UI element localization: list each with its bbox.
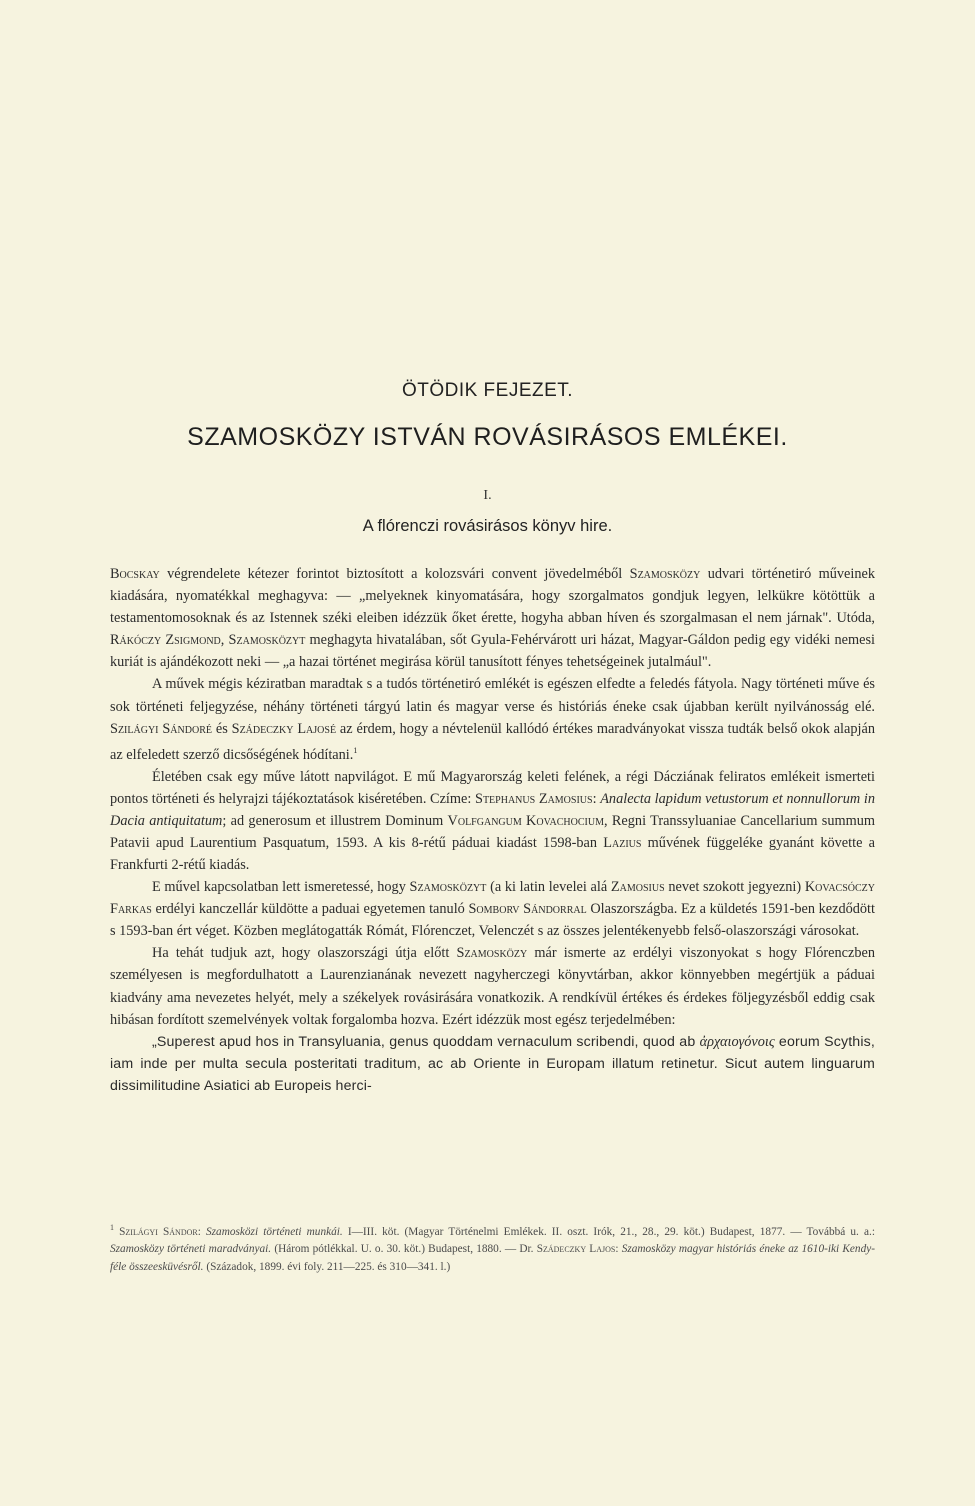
proper-name: Volfgangum Kovachocium [447,812,604,829]
paragraph [110,876,875,942]
quotation-text: „Superest apud hos in Transyluania, genus quoddam vernaculum scribendi, quod ab [152,1033,700,1050]
text-run: művének függeléke gyanánt követte a Frankfurti 2-rétű kiadás. [110,834,875,873]
proper-name: Szilágyi Sándoré [110,720,212,737]
text-run: (Három pótlékkal. U. o. 30. köt.) Budapest, 1880. — Dr. [271,1243,537,1256]
footnotes [110,1219,875,1277]
paragraph [110,563,875,673]
text-run: : [197,1225,206,1238]
text-run: (Századok, 1899. évi foly. 211—225. és 310—341. l.) [203,1260,451,1273]
text-run: Olaszországba. Ez a küldetés 1591-ben kezdődött s 1593-ban ért véget. Közben meglátogatták Rómát, Flórenczet, Velenczét s az összes jelentékenyebb felső-olaszországi városokat. [110,901,876,940]
text-run: az érdem, hogy a névtelenül kallódó értékes maradványokat vissza tudták belső okok alapján az elfeledett szerző dicsőségének hódítani. [110,720,875,763]
proper-name: Zamosius [610,879,665,896]
quotation-text: eorum Scythis, iam inde per multa secula posteritati traditum, ac ab Oriente in Europam illatum retinetur. Sicut autem linguarum dissimilitudine Asiatici ab Europeis herci- [110,1033,875,1094]
italic-title: Szamosközy magyar históriás éneke az 1610-iki Kendy-féle összeesküvésről. [110,1243,875,1273]
proper-name: Stephanus Zamosius [475,790,593,807]
text-run: ; ad generosum et illustrem Dominum [222,812,448,829]
text-run: udvari történetiró műveinek kiadására, nyomatékkal meghagyva: — „melyeknek kinyomatására, hogy szorgalmatos gondjuk legyen, lelkükre kötöttük a testamentomosoknak és az Istennek széki eleiben idézzük őket érette, hogyha abban híven és szorgalmasan el nem járnak". Utóda, [110,566,875,627]
text-run: (a ki latin levelei alá [486,879,611,896]
paragraph [110,766,875,876]
proper-name: Szamosközyt [409,879,487,896]
proper-name: Szilágyi Sándor [119,1225,198,1238]
text-run: meghagyta hivatalában, sőt Gyula-Fehérvárott uri házat, Magyar-Gáldon pedig egy vidéki nemesi kuriát is ajándékozott neki — „a hazai történet megirása körül tanusított fényes tehetségeinek jutalmául". [110,632,875,671]
section-title: A flórenczi rovásirásos könyv hire. [362,517,613,535]
footnote-marker: 1 [353,745,358,755]
text-run: nevet szokott jegyezni) [664,879,805,896]
text-run: : [615,1243,622,1256]
section-number: I. [483,488,492,503]
italic-title: Szamosközy történeti maradványai. [110,1243,272,1256]
text-run: : [592,790,601,807]
proper-name: Szádeczky Lajos [536,1243,616,1256]
text-run: Ha tehát tudjuk azt, hogy olaszországi útja előtt [152,945,457,962]
proper-name: Kovacsóczy Farkas [110,879,875,918]
paragraph [110,942,875,1030]
text-run: , Regni Transsyluaniae Cancellarium summum Patavii apud Laurentium Pasquatum, 1593. A kis 8-rétű páduai kiadást 1598-ban [110,812,875,851]
proper-name: Bocskay [110,566,160,582]
text-run: , [220,632,229,649]
italic-title: Szamosközi történeti munkái. [206,1225,343,1238]
text-run: I—III. köt. (Magyar Történelmi Emlékek. II. oszt. Irók, 21., 28., 29. köt.) Budapest, 1877. — Továbbá u. a.: [342,1225,875,1238]
text-run: E művel kapcsolatban lett ismeretessé, hogy [152,879,410,896]
text-run: A művek mégis kéziratban maradtak s a tudós történetiró emlékét is egészen elfedte a feledés fátyola. Nagy történeti műve és sok történeti feljegyzése, néhány történeti tárgyú latin és magyar verse és históriás éneke csak újabban került nyilvánosság elé. [110,676,875,715]
text-run: Életében csak egy műve látott napvilágot. E mű Magyarország keleti felének, a régi Dácziának feliratos emlékeit ismerteti pontos történeti és helyrajzi tájékoztatások kiséretében. Czíme: [110,768,875,807]
proper-name: Somborv Sándorral [468,901,587,918]
proper-name: Lazius [603,834,642,851]
proper-name: Szamosközy [456,945,528,962]
text-run: már ismerte az erdélyi viszonyokat s hogy Flórenczben személyesen is megfordulhatott a Laurenzianának nevezett nagyherczegi könyvtárban, akkor könnyebben megértjük a páduai kiadvány ama nevezetes helyét, mely a székelyek rovásirására vonatkozik. A rendkívül értékes és érdekes följegyzésből eddig csak hibásan fordított szemelvények voltak forgalomba hozva. Ezért idézzük most egész terjedelmében: [110,945,875,1028]
text-run: erdélyi kanczellár küldötte a paduai egyetemen tanuló [151,901,469,918]
text-run: és [211,720,232,737]
italic-title: ἀρχαιογόνοις [699,1033,775,1050]
text-run: végrendelete kétezer forintot biztosított a kolozsvári convent jövedelméből [159,566,630,582]
footnote-marker: 1 [110,1223,114,1232]
paragraph [110,673,875,765]
italic-title: Analecta lapidum vetustorum et nonnullorum in Dacia antiquitatum [110,790,875,829]
proper-name: Szamosközy [629,566,701,582]
proper-name: Rákóczy Zsigmond [110,632,221,649]
chapter-title: SZAMOSKÖZY ISTVÁN ROVÁSIRÁSOS EMLÉKEI. [187,423,788,451]
proper-name: Szádeczky Lajosé [231,720,337,737]
proper-name: Szamosközyt [228,632,306,649]
footnote [110,1219,875,1277]
paragraph [110,1031,875,1097]
body-text [110,563,875,1097]
chapter-heading: ÖTÖDIK FEJEZET. [401,380,574,401]
